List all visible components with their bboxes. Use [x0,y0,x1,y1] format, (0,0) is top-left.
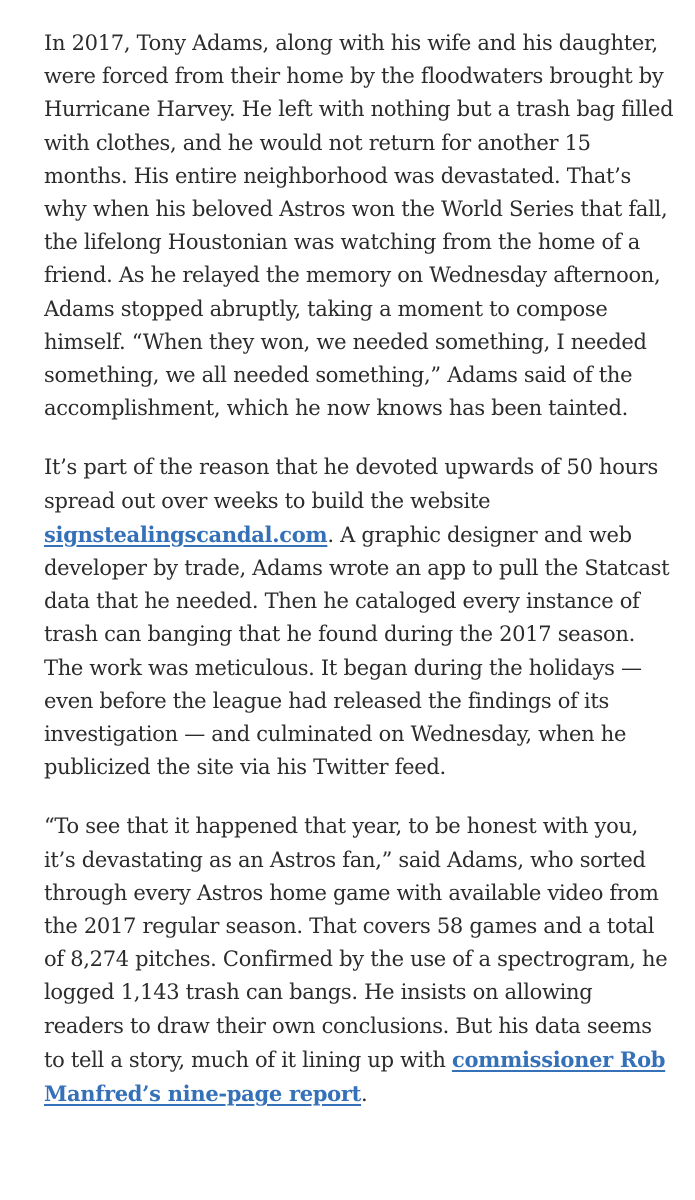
paragraph-3 [44,810,675,1111]
paragraph-3-text-after: . [361,1082,368,1107]
paragraph-2 [44,451,675,784]
paragraph-1 [44,27,675,425]
paragraph-1-text: In 2017, Tony Adams, along with his wife and his daughter, were forced from their home by the floodwaters brought by Hurricane Harvey. He left with nothing but a trash bag filled with clothes, and he would not return for another 15 months. His entire neighborhood was devastated. That’s why when his beloved Astros won the World Series that fall, the lifelong Houstonian was watching from the home of a friend. As he relayed the memory on Wednesday afternoon, Adams stopped abruptly, taking a moment to compose himself. “When they won, we needed something, I needed something, we all needed something,” Adams said of the accomplishment, which he now knows has been tainted. [44,31,674,421]
paragraph-2-text-before: It’s part of the reason that he devoted upwards of 50 hours spread out over weeks to build the website [44,455,659,513]
signstealingscandal-link[interactable]: signstealingscandal.com [44,521,328,547]
paragraph-3-text-before: “To see that it happened that year, to be honest with you, it’s devastating as an Astros fan,” said Adams, who sorted through every Astros home game with available video from the 2017 regular season. That covers 58 games and a total of 8,274 pitches. Confirmed by the use of a spectrogram, he logged 1,143 trash can bangs. He insists on allowing readers to draw their own conclusions. But his data seems to tell a story, much of it lining up with [44,814,668,1072]
manfred-report-link[interactable]: commissioner Rob Manfred’s nine-page report [44,1046,666,1107]
paragraph-2-text-after: . A graphic designer and web developer by trade, Adams wrote an app to pull the Statcast data that he needed. Then he cataloged every instance of trash can banging that he found during the 2017 season. The work was meticulous. It began during the holidays — even before the league had released the findings of its investigation — and culminated on Wednesday, when he publicized the site via his Twitter feed. [44,522,670,780]
